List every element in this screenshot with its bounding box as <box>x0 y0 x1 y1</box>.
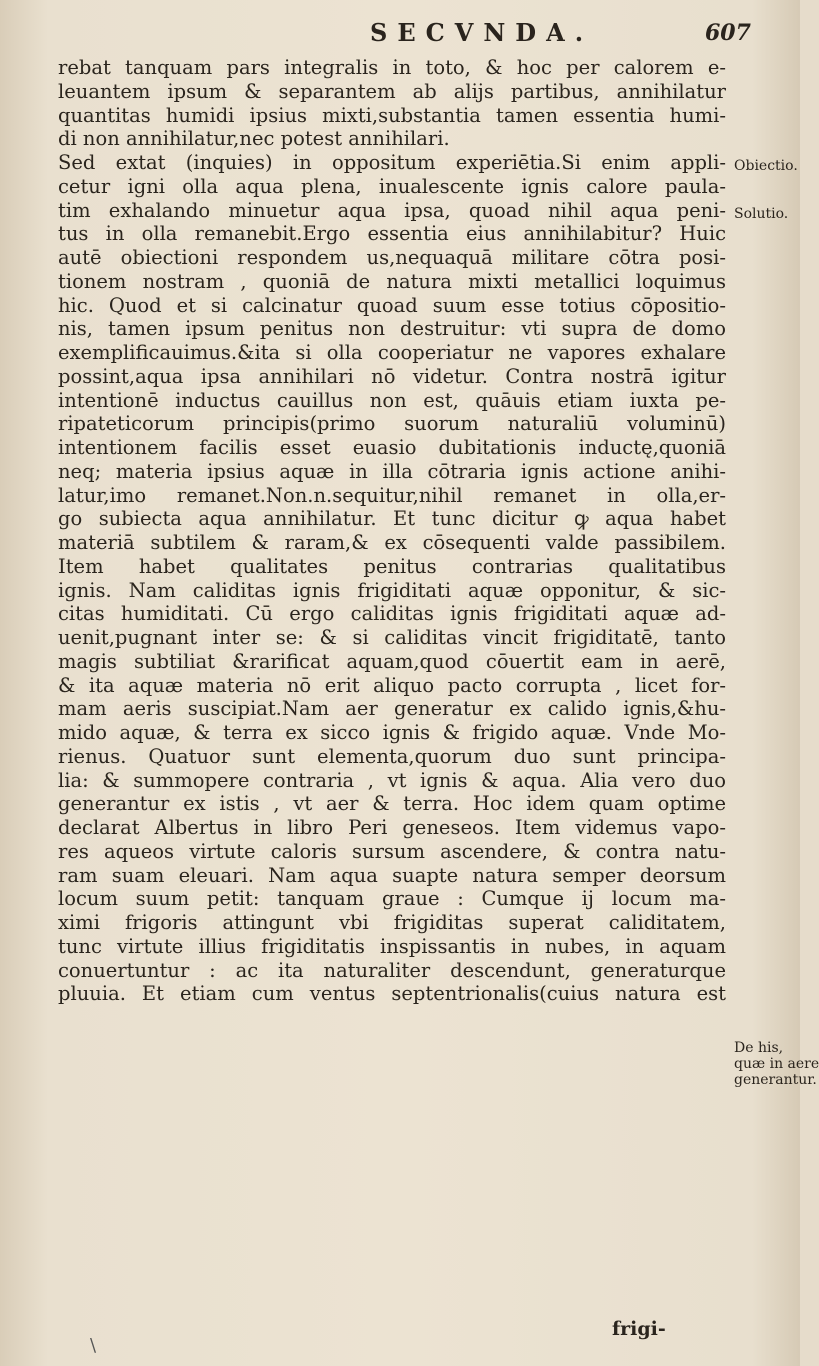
margin-note-line: generantur. <box>734 1072 817 1088</box>
text-line: go subiecta aqua annihilatur. Et tunc dicitur ꝙ aqua habet <box>58 507 726 531</box>
text-line: tionem nostram , quoniā de natura mixti metallici loquimus <box>58 269 726 293</box>
text-line: cetur igni olla aqua plena, inualescente ignis calore paula- <box>58 174 726 198</box>
text-line: conuertuntur : ac ita naturaliter descendunt, generaturque <box>58 958 726 982</box>
text-line: generantur ex istis , vt aer & terra. Hoc idem quam optime <box>58 792 726 816</box>
text-line: mam aeris suscipiat.Nam aer generatur ex calido ignis,&hu- <box>58 697 726 721</box>
running-title: SECVNDA. <box>370 18 594 47</box>
text-line: autē obiectioni respondem us,nequaquā militare cōtra posi- <box>58 246 726 269</box>
text-line: lia: & summopere contraria , vt ignis & aqua. Alia vero duo <box>58 768 726 792</box>
text-line: locum suum petit: tanquam graue : Cumque ij locum ma- <box>58 887 726 911</box>
text-line: tus in olla remanebit.Ergo essentia eius annihilabitur? Huic <box>58 222 726 246</box>
text-line: ripateticorum principis(primo suorum naturaliū voluminū) <box>58 412 726 436</box>
text-line: neq; materia ipsius aquæ in illa cōtraria ignis actione anihi- <box>58 459 726 483</box>
text-line: intentionem facilis esset euasio dubitationis inductę,quoniā <box>58 436 726 459</box>
text-line: hic. Quod et si calcinatur quoad suum esse totius cōpositio- <box>58 293 726 317</box>
text-line: rienus. Quatuor sunt elementa,quorum duo sunt principa- <box>58 744 726 768</box>
text-line: res aqueos virtute caloris sursum ascendere, & contra natu- <box>58 839 726 863</box>
text-line: nis, tamen ipsum penitus non destruitur: vti supra de domo <box>58 317 726 341</box>
margin-note-line: De his, <box>734 1040 784 1056</box>
text-line: ximi frigoris attingunt vbi frigiditas superat caliditatem, <box>58 911 726 934</box>
catchword: frigi- <box>612 1318 666 1340</box>
text-line: Item habet qualitates penitus contrarias qualitatibus <box>58 554 726 578</box>
text-line: quantitas humidi ipsius mixti,substantia tamen essentia humi- <box>58 103 726 127</box>
margin-note-line: quæ in aere <box>734 1056 819 1072</box>
text-line: declarat Albertus in libro Peri geneseos. Item videmus vapo- <box>58 816 726 839</box>
text-line: magis subtiliat &rarificat aquam,quod cōuertit eam in aerē, <box>58 649 726 673</box>
text-line: rebat tanquam pars integralis in toto, & hoc per calorem e- <box>58 56 726 79</box>
margin-note-solutio: Solutio. <box>734 206 789 222</box>
text-line: possint,aqua ipsa annihilari nō videtur. Contra nostrā igitur <box>58 364 726 388</box>
text-line: tunc virtute illius frigiditatis inspissantis in nubes, in aquam <box>58 934 726 958</box>
body-text <box>58 56 726 1006</box>
text-line: ram suam eleuari. Nam aqua suapte natura semper deorsum <box>58 863 726 887</box>
text-line: & ita aquæ materia nō erit aliquo pacto corrupta , licet for- <box>58 673 726 697</box>
text-line: materiā subtilem & raram,& ex cōsequenti valde passibilem. <box>58 531 726 554</box>
text-line: pluuia. Et etiam cum ventus septentrionalis(cuius natura est <box>58 982 726 1006</box>
stray-mark: \ <box>90 1335 97 1356</box>
text-line: latur,imo remanet.Non.n.sequitur,nihil remanet in olla,er- <box>58 483 726 507</box>
text-line: Sed extat (inquies) in oppositum experiētia.Si enim appli- <box>58 151 726 174</box>
margin-note-de-his <box>734 1040 819 1088</box>
text-line: exemplificauimus.&ita si olla cooperiatur ne vapores exhalare <box>58 341 726 364</box>
text-line: mido aquæ, & terra ex sicco ignis & frigido aquæ. Vnde Mo- <box>58 721 726 744</box>
text-line: intentionē inductus cauillus non est, quāuis etiam iuxta pe- <box>58 388 726 412</box>
text-line: tim exhalando minuetur aqua ipsa, quoad nihil aqua peni- <box>58 198 726 222</box>
text-line: uenit,pugnant inter se: & si caliditas vincit frigiditatē, tanto <box>58 626 726 649</box>
text-line: di non annihilatur,nec potest annihilari. <box>58 127 450 151</box>
running-head <box>0 14 800 54</box>
text-line: leuantem ipsum & separantem ab alijs partibus, annihilatur <box>58 79 726 103</box>
page-number: 607 <box>705 20 751 46</box>
margin-note-obiectio: Obiectio. <box>734 158 798 174</box>
text-line: ignis. Nam caliditas ignis frigiditati aquæ opponitur, & sic- <box>58 578 726 602</box>
text-line: citas humiditati. Cū ergo caliditas ignis frigiditati aquæ ad- <box>58 602 726 626</box>
